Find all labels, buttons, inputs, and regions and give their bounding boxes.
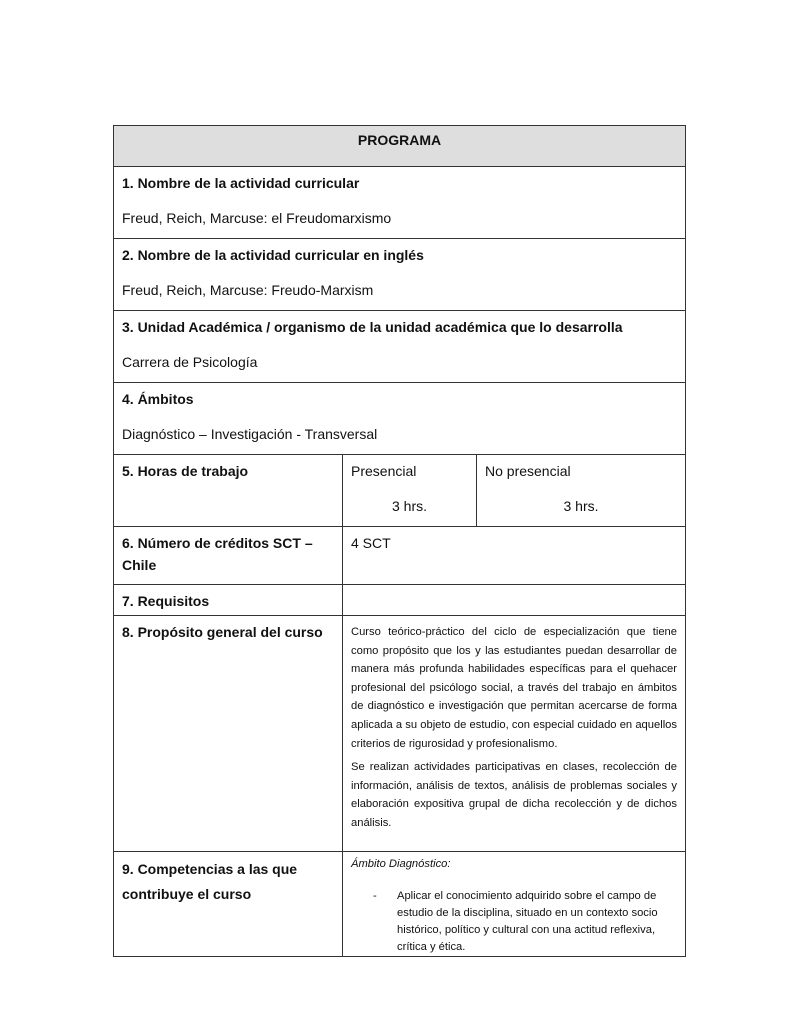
presencial-label: Presencial <box>351 463 417 479</box>
competencies-subheading: Ámbito Diagnóstico: <box>351 858 451 870</box>
no-presencial-label: No presencial <box>485 463 571 479</box>
section-competencies <box>114 852 343 957</box>
presencial-cell <box>343 455 477 527</box>
section-requirements <box>114 585 343 616</box>
section-academic-unit <box>114 311 686 383</box>
purpose-paragraph-2: Se realizan actividades participativas en clases, recolección de información, análisis de textos, análisis de problemas sociales y elaboración expositiva grupal de dicha recolección y de dichos análisis. <box>351 761 677 829</box>
purpose-paragraph-1: Curso teórico-práctico del ciclo de especialización que tiene como propósito que los y las estudiantes puedan desarrollar de manera más profunda habilidades específicas para el quehacer profesional del psicólogo social, a través del trabajo en ámbitos de diagnóstico e investigación que permitan acercarse de forma aplicada a su objeto de estudio, con especial cuidado en aquellos criterios de rigurosidad y profesionalismo. <box>351 626 677 750</box>
competency-bullet-1: Aplicar el conocimiento adquirido sobre el campo de estudio de la disciplina, situado en un contexto socio histórico, político y cultural con una actitud reflexiva, crítica y ética. <box>397 890 658 953</box>
requirements-value-cell <box>343 585 686 616</box>
section-2-title: 2. Nombre de la actividad curricular en inglés <box>122 247 424 263</box>
program-table <box>113 125 686 957</box>
purpose-text-cell <box>343 616 686 852</box>
section-1-title: 1. Nombre de la actividad curricular <box>122 175 360 191</box>
section-4-value: Diagnóstico – Investigación - Transversal <box>122 426 378 442</box>
section-course-name-english <box>114 239 686 311</box>
section-7-title: 7. Requisitos <box>122 593 210 609</box>
section-purpose <box>114 616 343 852</box>
presencial-value: 3 hrs. <box>391 498 427 514</box>
no-presencial-value: 3 hrs. <box>563 498 599 514</box>
bullet-marker: - <box>373 890 377 902</box>
section-2-value: Freud, Reich, Marcuse: Freudo-Marxism <box>122 282 374 298</box>
section-5-title: 5. Horas de trabajo <box>122 463 249 479</box>
list-item <box>351 888 677 956</box>
competencies-text-cell <box>343 852 686 957</box>
section-course-name <box>114 167 686 239</box>
section-3-title: 3. Unidad Académica / organismo de la unidad académica que lo desarrolla <box>122 319 623 335</box>
section-9-title-line2: contribuye el curso <box>122 886 252 902</box>
credits-value-cell <box>343 527 686 585</box>
section-work-hours <box>114 455 343 527</box>
section-1-value: Freud, Reich, Marcuse: el Freudomarxismo <box>122 210 392 226</box>
no-presencial-cell <box>477 455 686 527</box>
section-6-title-line1: 6. Número de créditos SCT – <box>122 535 313 551</box>
section-credits <box>114 527 343 585</box>
program-header: PROGRAMA <box>114 126 686 167</box>
section-8-title: 8. Propósito general del curso <box>122 624 323 640</box>
section-scopes <box>114 383 686 455</box>
section-4-title: 4. Ámbitos <box>122 391 194 407</box>
section-9-title-line1: 9. Competencias a las que <box>122 861 298 877</box>
section-6-title-line2: Chile <box>122 557 157 573</box>
section-3-value: Carrera de Psicología <box>122 354 258 370</box>
credits-value: 4 SCT <box>351 535 391 551</box>
